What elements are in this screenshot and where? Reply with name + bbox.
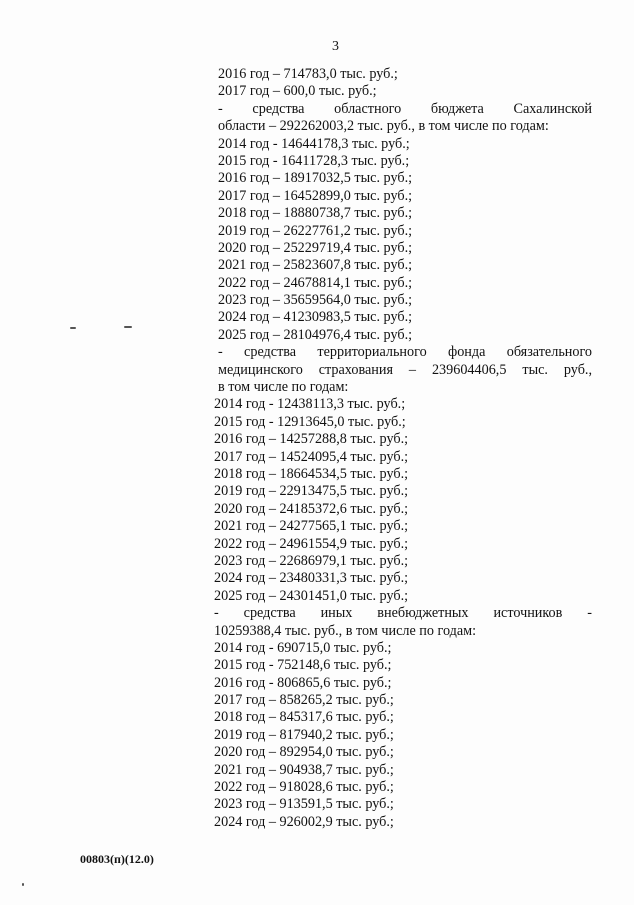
heading-word: - (214, 605, 219, 622)
year-line: 2024 год – 41230983,5 тыс. руб.; (218, 309, 413, 326)
year-line: 2017 год – 16452899,0 тыс. руб.; (218, 187, 413, 204)
year-line: 2017 год – 14524095,4 тыс. руб.; (214, 448, 409, 465)
heading-word: областного (334, 100, 402, 117)
year-line: 2021 год – 24277565,1 тыс. руб.; (214, 518, 409, 535)
scan-speck (70, 327, 76, 329)
heading-word: – (408, 361, 417, 378)
year-line: 2018 год – 18664534,5 тыс. руб.; (214, 465, 409, 482)
text-line: 2017 год – 600,0 тыс. руб.; (218, 83, 377, 100)
scan-speck (124, 326, 132, 328)
document-body (214, 66, 593, 831)
year-line: 2023 год – 913591,5 тыс. руб.; (214, 796, 394, 813)
year-line: 2018 год – 845317,6 тыс. руб.; (214, 709, 394, 726)
territorial-fund-total (218, 362, 592, 379)
year-line: 2015 год - 752148,6 тыс. руб.; (214, 657, 392, 674)
heading-word: страхования (318, 361, 393, 378)
year-line: 2016 год - 806865,6 тыс. руб.; (214, 674, 392, 691)
text-line: в том числе по годам: (218, 379, 349, 396)
year-line: 2020 год – 892954,0 тыс. руб.; (214, 744, 394, 761)
scan-speck (22, 883, 24, 886)
year-line: 2025 год – 24301451,0 тыс. руб.; (214, 587, 409, 604)
year-line: 2019 год – 26227761,2 тыс. руб.; (218, 222, 413, 239)
heading-word: средства (252, 100, 305, 117)
heading-word: - (587, 605, 592, 622)
other-sources-total: 10259388,4 тыс. руб., в том числе по годам: (214, 622, 477, 639)
heading-word: средства (243, 605, 296, 622)
heading-word: бюджета (430, 100, 484, 117)
year-line: 2025 год – 28104976,4 тыс. руб.; (218, 326, 413, 343)
text-line: 2016 год – 714783,0 тыс. руб.; (218, 66, 398, 82)
year-line: 2018 год – 18880738,7 тыс. руб.; (218, 205, 413, 222)
heading-word: Сахалинской (513, 100, 593, 117)
year-line: 2017 год – 858265,2 тыс. руб.; (214, 692, 394, 709)
year-line: 2022 год – 918028,6 тыс. руб.; (214, 779, 394, 796)
heading-word: обязательного (506, 344, 593, 361)
other-sources-heading (214, 605, 592, 622)
year-line: 2022 год – 24678814,1 тыс. руб.; (218, 274, 413, 291)
heading-word: территориального (317, 344, 427, 361)
heading-word: внебюджетных (377, 605, 469, 622)
year-line: 2019 год – 817940,2 тыс. руб.; (214, 726, 394, 743)
year-line: 2023 год – 35659564,0 тыс. руб.; (218, 292, 413, 309)
year-line: 2020 год – 24185372,6 тыс. руб.; (214, 500, 409, 517)
regional-budget-heading (218, 101, 592, 118)
heading-word: иных (320, 605, 353, 622)
heading-word: источников (493, 605, 563, 622)
year-line: 2020 год – 25229719,4 тыс. руб.; (218, 239, 413, 256)
page-number: 3 (332, 39, 339, 54)
year-line: 2024 год – 23480331,3 тыс. руб.; (214, 570, 409, 587)
year-line: 2024 год – 926002,9 тыс. руб.; (214, 813, 394, 830)
year-line: 2015 год - 16411728,3 тыс. руб.; (218, 152, 410, 169)
heading-word: - (218, 344, 223, 361)
heading-word: фонда (448, 344, 486, 361)
year-line: 2021 год – 25823607,8 тыс. руб.; (218, 257, 413, 274)
year-line: 2014 год - 690715,0 тыс. руб.; (214, 639, 392, 656)
territorial-fund-heading (218, 344, 592, 361)
heading-word: руб., (563, 361, 593, 378)
year-line: 2014 год - 12438113,3 тыс. руб.; (214, 396, 406, 413)
year-line: 2016 год – 14257288,8 тыс. руб.; (214, 431, 409, 448)
year-line: 2021 год – 904938,7 тыс. руб.; (214, 761, 394, 778)
year-line: 2022 год – 24961554,9 тыс. руб.; (214, 535, 409, 552)
heading-word: 239604406,5 (431, 361, 507, 378)
regional-budget-total: области – 292262003,2 тыс. руб., в том числе по годам: (218, 118, 549, 135)
heading-word: тыс. (522, 361, 548, 378)
year-line: 2023 год – 22686979,1 тыс. руб.; (214, 552, 409, 569)
year-line: 2014 год - 14644178,3 тыс. руб.; (218, 135, 410, 152)
year-line: 2016 год – 18917032,5 тыс. руб.; (218, 170, 413, 187)
year-line: 2015 год - 12913645,0 тыс. руб.; (214, 413, 406, 430)
heading-word: - (218, 100, 223, 117)
year-line: 2019 год – 22913475,5 тыс. руб.; (214, 483, 409, 500)
document-code: 00803(п)(12.0) (80, 852, 154, 866)
heading-word: средства (244, 344, 297, 361)
heading-word: медицинского (218, 361, 303, 378)
